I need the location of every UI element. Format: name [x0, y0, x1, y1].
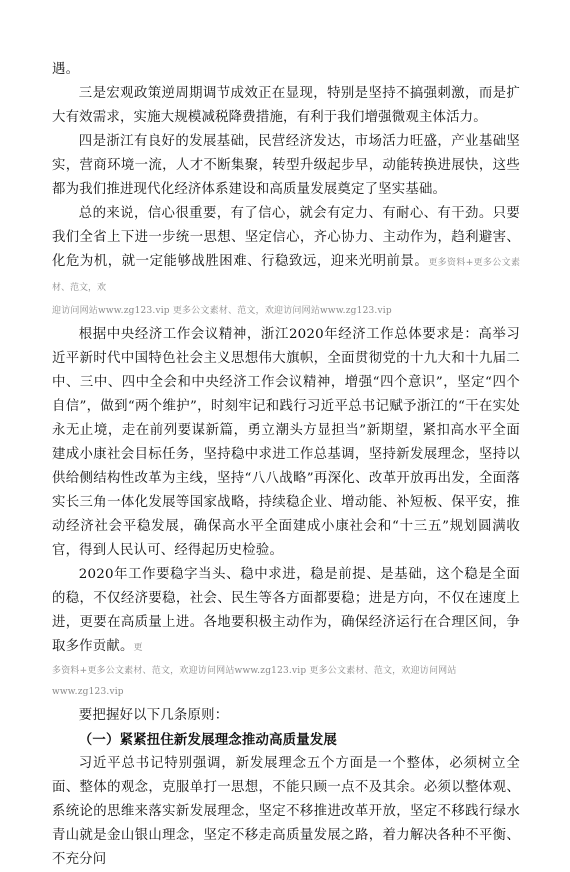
paragraph: 遇。 — [52, 62, 80, 77]
watermark-text: 更多资料+更多公文素材、范文，欢 — [52, 258, 520, 293]
paragraph-text: 总的来说，信心很重要，有了信心，就会有定力、有耐心、有干劲。只要我们全省上下进一步统一思想、坚定信心，齐心协力、主动作为，趋利避害、化危为机，就一定能够战胜困难、行稳致远，迎来光明前景。 — [52, 206, 520, 269]
paragraph: 根据中央经济工作会议精神，浙江2020年经济工作总体要求是：高举习近平新时代中国特色社会主义思想伟大旗帜，全面贯彻党的十九大和十九届二中、三中、四中全会和中央经济工作会议精神，增强“四个意识”，坚定“四个自信”，做到“两个维护”，时刻牢记和践行习近平总书记赋予浙江的“干在实处永无止境，走在前列要谋新篇，勇立潮头方显担当”新期望，紧扣高水平全面建成小康社会目标任务，坚持稳中求进工作总基调，坚持新发展理念，坚持以供给侧结构性改革为主线，坚持“八八战略”再深化、改革开放再出发，全面落实长三角一体化发展等国家战略，持续稳企业、增动能、补短板、保平安，推动经济社会平稳发展，确保高水平全面建成小康社会和“十三五”规划圆满收官，得到人民认可、经得起历史检验。 — [52, 327, 520, 558]
watermark-text: 更 — [133, 643, 143, 653]
section-heading: （一）紧紧扭住新发展理念推动高质量发展 — [78, 732, 338, 748]
paragraph — [52, 202, 520, 300]
paragraph: 要把握好以下几条原则： — [78, 708, 229, 723]
watermark-line: 迎访问网站www.zg123.vip 更多公文素材、范文，欢迎访问网站www.zg123.vip — [52, 306, 392, 316]
paragraph: 习近平总书记特别强调，新发展理念五个方面是一个整体，必须树立全面、整体的观念，克服单打一思想，不能只顾一点不及其余。必须以整体观、系统论的思维来落实新发展理念，坚定不移推进改革开放，坚定不移践行绿水青山就是金山银山理念，坚定不移走高质量发展之路，着力解决各种不平衡、不充分问 — [52, 756, 520, 867]
paragraph: 三是宏观政策逆周期调节成效正在显现，特别是坚持不搞强刺激，而是扩大有效需求，实施大规模减税降费措施，有利于我们增强微观主体活力。 — [52, 86, 520, 125]
paragraph — [52, 563, 520, 660]
paragraph: 四是浙江有良好的发展基础，民营经济发达，市场活力旺盛，产业基础坚实，营商环境一流，人才不断集聚，转型升级起步早，动能转换进展快，这些都为我们推进现代化经济体系建设和高质量发展奠定了坚实基础。 — [52, 134, 520, 197]
watermark-line: 多资料+更多公文素材、范文，欢迎访问网站www.zg123.vip 更多公文素材、范文，欢迎访问网站 — [52, 666, 457, 676]
watermark-line: www.zg123.vip — [52, 687, 124, 697]
paragraph-text: 2020年工作要稳字当头、稳中求进，稳是前提、是基础，这个稳是全面的稳，不仅经济要稳，社会、民生等各方面都要稳；进是方向，不仅在速度上进，更要在高质量上进。各地要积极主动作为，确保经济运行在合理区间，争取多作贡献。 — [52, 567, 520, 654]
